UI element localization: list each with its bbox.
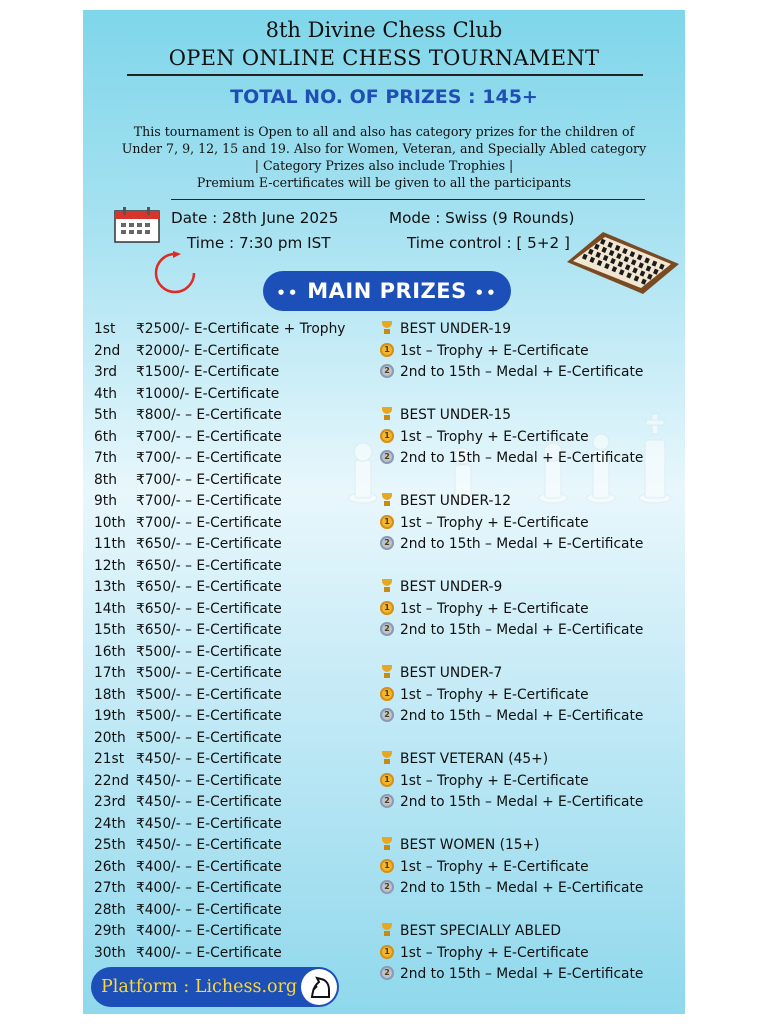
time-text: Time : 7:30 pm IST	[187, 234, 331, 252]
prize-row	[94, 472, 282, 493]
prize-row	[94, 859, 282, 880]
trophy-icon	[380, 579, 394, 593]
prize-amount: ₹800/- – E-Certificate	[136, 407, 282, 423]
calendar-icon	[113, 206, 163, 244]
prize-place: 14th	[94, 600, 126, 617]
silver-medal-icon: 2	[380, 536, 394, 550]
club-title: 8th Divine Chess Club	[265, 18, 503, 42]
prize-row	[94, 601, 282, 622]
trophy-icon	[380, 751, 394, 765]
category-title: BEST UNDER-12	[400, 493, 512, 509]
category-row	[380, 773, 589, 794]
prize-row	[94, 429, 282, 450]
trophy-icon	[380, 493, 394, 507]
category-title: BEST VETERAN (45+)	[400, 751, 549, 767]
intro-line-3: | Category Prizes also include Trophies |	[254, 158, 514, 173]
prize-row	[94, 644, 282, 665]
gold-medal-icon: 1	[380, 773, 394, 787]
prize-row	[94, 773, 282, 794]
prize-amount: ₹700/- – E-Certificate	[136, 514, 282, 531]
prize-place: 21st	[94, 751, 125, 767]
prize-amount: ₹1500/- E-Certificate	[136, 364, 280, 380]
category-title: BEST UNDER-7	[400, 665, 503, 681]
prize-amount: ₹650/- – E-Certificate	[136, 557, 282, 574]
prize-amount: ₹400/- – E-Certificate	[136, 944, 282, 961]
prize-row	[94, 450, 282, 471]
category-row	[380, 515, 589, 536]
category-row	[380, 687, 589, 708]
category-row	[380, 794, 643, 815]
category-rest-prize: 2nd to 15th – Medal + E-Certificate	[400, 622, 644, 638]
prize-amount: ₹650/- – E-Certificate	[136, 622, 282, 638]
prize-row	[94, 880, 282, 901]
prize-amount: ₹2500/- E-Certificate + Trophy	[136, 321, 346, 337]
prize-row	[94, 837, 282, 858]
prize-row	[94, 708, 282, 729]
prize-row	[94, 536, 282, 557]
prize-place: 26th	[94, 858, 126, 875]
prize-row	[94, 343, 279, 364]
category-row	[380, 601, 589, 622]
prize-row	[94, 751, 282, 772]
category-row	[380, 708, 643, 729]
prize-row	[94, 558, 282, 579]
prize-place: 23rd	[94, 794, 126, 810]
prize-row	[94, 730, 282, 751]
prize-amount: ₹650/- – E-Certificate	[136, 579, 282, 595]
total-prizes: TOTAL NO. OF PRIZES : 145+	[230, 86, 538, 108]
tournament-title: OPEN ONLINE CHESS TOURNAMENT	[168, 46, 600, 70]
prize-amount: ₹400/- – E-Certificate	[136, 880, 282, 896]
intro-line-4: Premium E-certificates will be given to all the participants	[196, 175, 572, 190]
main-prizes-banner: •• MAIN PRIZES ••	[263, 271, 511, 311]
category-rest-prize: 2nd to 15th – Medal + E-Certificate	[400, 708, 644, 724]
category-rest-prize: 2nd to 15th – Medal + E-Certificate	[400, 536, 644, 552]
category-rest-prize: 2nd to 15th – Medal + E-Certificate	[400, 880, 644, 896]
chessboard-icon	[565, 230, 681, 296]
category-rest-prize: 2nd to 15th – Medal + E-Certificate	[400, 966, 644, 982]
prize-place: 19th	[94, 708, 126, 724]
prize-amount: ₹400/- – E-Certificate	[136, 923, 282, 939]
prize-amount: ₹450/- – E-Certificate	[136, 772, 282, 789]
prize-row	[94, 794, 282, 815]
prize-amount: ₹1000/- E-Certificate	[136, 385, 280, 402]
prize-place: 15th	[94, 622, 126, 638]
category-row	[380, 429, 589, 450]
silver-medal-icon: 2	[380, 622, 394, 636]
divider-top	[127, 74, 643, 76]
prize-row	[94, 407, 282, 428]
prize-amount: ₹700/- – E-Certificate	[136, 428, 282, 445]
category-first-prize: 1st – Trophy + E-Certificate	[400, 858, 589, 875]
prize-place: 29th	[94, 923, 126, 939]
category-first-prize: 1st – Trophy + E-Certificate	[400, 944, 589, 961]
category-first-prize: 1st – Trophy + E-Certificate	[400, 342, 589, 359]
prize-amount: ₹700/- – E-Certificate	[136, 450, 282, 466]
category-first-prize: 1st – Trophy + E-Certificate	[400, 514, 589, 531]
prize-place: 25th	[94, 837, 126, 853]
category-first-prize: 1st – Trophy + E-Certificate	[400, 600, 589, 617]
gold-medal-icon: 1	[380, 859, 394, 873]
trophy-icon	[380, 923, 394, 937]
divider-intro	[171, 199, 645, 200]
prize-amount: ₹450/- – E-Certificate	[136, 837, 282, 853]
category-rest-prize: 2nd to 15th – Medal + E-Certificate	[400, 450, 644, 466]
prize-amount: ₹2000/- E-Certificate	[136, 342, 280, 359]
prize-row	[94, 687, 282, 708]
poster	[83, 10, 685, 1014]
category-row	[380, 837, 539, 858]
prize-row	[94, 579, 282, 600]
trophy-icon	[380, 321, 394, 335]
gold-medal-icon: 1	[380, 343, 394, 357]
intro-line-2: Under 7, 9, 12, 15 and 19. Also for Women, Veteran, and Specially Abled category	[121, 141, 647, 156]
prize-row	[94, 945, 282, 966]
prize-amount: ₹500/- – E-Certificate	[136, 665, 282, 681]
silver-medal-icon: 2	[380, 794, 394, 808]
prize-place: 4th	[94, 385, 117, 402]
category-rest-prize: 2nd to 15th – Medal + E-Certificate	[400, 794, 644, 810]
prize-place: 24th	[94, 815, 126, 832]
category-title: BEST UNDER-9	[400, 579, 503, 595]
prize-amount: ₹700/- – E-Certificate	[136, 471, 282, 488]
prize-place: 6th	[94, 428, 117, 445]
prize-amount: ₹450/- – E-Certificate	[136, 794, 282, 810]
platform-banner[interactable]	[91, 967, 339, 1007]
category-row	[380, 321, 511, 342]
prize-place: 16th	[94, 643, 126, 660]
gold-medal-icon: 1	[380, 687, 394, 701]
category-row	[380, 450, 643, 471]
prize-place: 13th	[94, 579, 126, 595]
category-first-prize: 1st – Trophy + E-Certificate	[400, 772, 589, 789]
clock-icon	[151, 250, 199, 296]
category-title: BEST SPECIALLY ABLED	[400, 923, 561, 939]
prize-place: 17th	[94, 665, 126, 681]
category-row	[380, 407, 511, 428]
intro-line-1: This tournament is Open to all and also has category prizes for the children of	[133, 124, 635, 139]
prize-place: 7th	[94, 450, 117, 466]
prize-amount: ₹450/- – E-Certificate	[136, 751, 282, 767]
prize-row	[94, 364, 279, 385]
prize-amount: ₹650/- – E-Certificate	[136, 536, 282, 552]
silver-medal-icon: 2	[380, 450, 394, 464]
date-text: Date : 28th June 2025	[171, 209, 339, 227]
trophy-icon	[380, 407, 394, 421]
category-first-prize: 1st – Trophy + E-Certificate	[400, 686, 589, 703]
prize-row	[94, 321, 345, 342]
category-row	[380, 751, 548, 772]
silver-medal-icon: 2	[380, 708, 394, 722]
category-row	[380, 579, 502, 600]
prize-row	[94, 386, 279, 407]
gold-medal-icon: 1	[380, 601, 394, 615]
category-row	[380, 665, 502, 686]
trophy-icon	[380, 665, 394, 679]
category-row	[380, 966, 643, 987]
prize-place: 3rd	[94, 364, 117, 380]
gold-medal-icon: 1	[380, 515, 394, 529]
knight-icon	[301, 969, 337, 1005]
prize-place: 27th	[94, 880, 126, 896]
prize-row	[94, 816, 282, 837]
prize-amount: ₹500/- – E-Certificate	[136, 686, 282, 703]
category-row	[380, 945, 589, 966]
prize-row	[94, 515, 282, 536]
category-first-prize: 1st – Trophy + E-Certificate	[400, 428, 589, 445]
prize-amount: ₹500/- – E-Certificate	[136, 708, 282, 724]
gold-medal-icon: 1	[380, 945, 394, 959]
prize-row	[94, 665, 282, 686]
mode-text: Mode : Swiss (9 Rounds)	[389, 209, 575, 227]
platform-label: Platform : Lichess.org	[101, 977, 298, 997]
prize-place: 18th	[94, 686, 126, 703]
silver-medal-icon: 2	[380, 880, 394, 894]
category-row	[380, 364, 643, 385]
category-rest-prize: 2nd to 15th – Medal + E-Certificate	[400, 364, 644, 380]
prize-place: 8th	[94, 471, 117, 488]
time-control-text: Time control : [ 5+2 ]	[407, 234, 570, 252]
prize-amount: ₹500/- – E-Certificate	[136, 643, 282, 660]
prize-place: 9th	[94, 493, 117, 509]
gold-medal-icon: 1	[380, 429, 394, 443]
prize-place: 22nd	[94, 772, 130, 789]
prize-row	[94, 622, 282, 643]
prize-place: 11th	[94, 536, 126, 552]
category-row	[380, 859, 589, 880]
prize-place: 20th	[94, 729, 126, 746]
prize-amount: ₹500/- – E-Certificate	[136, 729, 282, 746]
prize-amount: ₹400/- – E-Certificate	[136, 858, 282, 875]
prize-row	[94, 923, 282, 944]
category-title: BEST UNDER-15	[400, 407, 512, 423]
prize-amount: ₹450/- – E-Certificate	[136, 815, 282, 832]
category-row	[380, 880, 643, 901]
prize-amount: ₹400/- – E-Certificate	[136, 901, 282, 918]
prize-place: 2nd	[94, 342, 121, 359]
category-row	[380, 536, 643, 557]
category-row	[380, 622, 643, 643]
category-row	[380, 493, 511, 514]
trophy-icon	[380, 837, 394, 851]
category-row	[380, 923, 561, 944]
prize-place: 10th	[94, 514, 126, 531]
prize-row	[94, 902, 282, 923]
category-row	[380, 343, 589, 364]
category-title: BEST UNDER-19	[400, 321, 512, 337]
prize-place: 28th	[94, 901, 126, 918]
silver-medal-icon: 2	[380, 364, 394, 378]
prize-place: 30th	[94, 944, 126, 961]
main-prizes-label: MAIN PRIZES	[307, 279, 467, 303]
silver-medal-icon: 2	[380, 966, 394, 980]
category-title: BEST WOMEN (15+)	[400, 837, 540, 853]
prize-place: 12th	[94, 557, 126, 574]
prize-amount: ₹700/- – E-Certificate	[136, 493, 282, 509]
prize-place: 5th	[94, 407, 117, 423]
prize-place: 1st	[94, 321, 116, 337]
prize-amount: ₹650/- – E-Certificate	[136, 600, 282, 617]
prize-row	[94, 493, 282, 514]
